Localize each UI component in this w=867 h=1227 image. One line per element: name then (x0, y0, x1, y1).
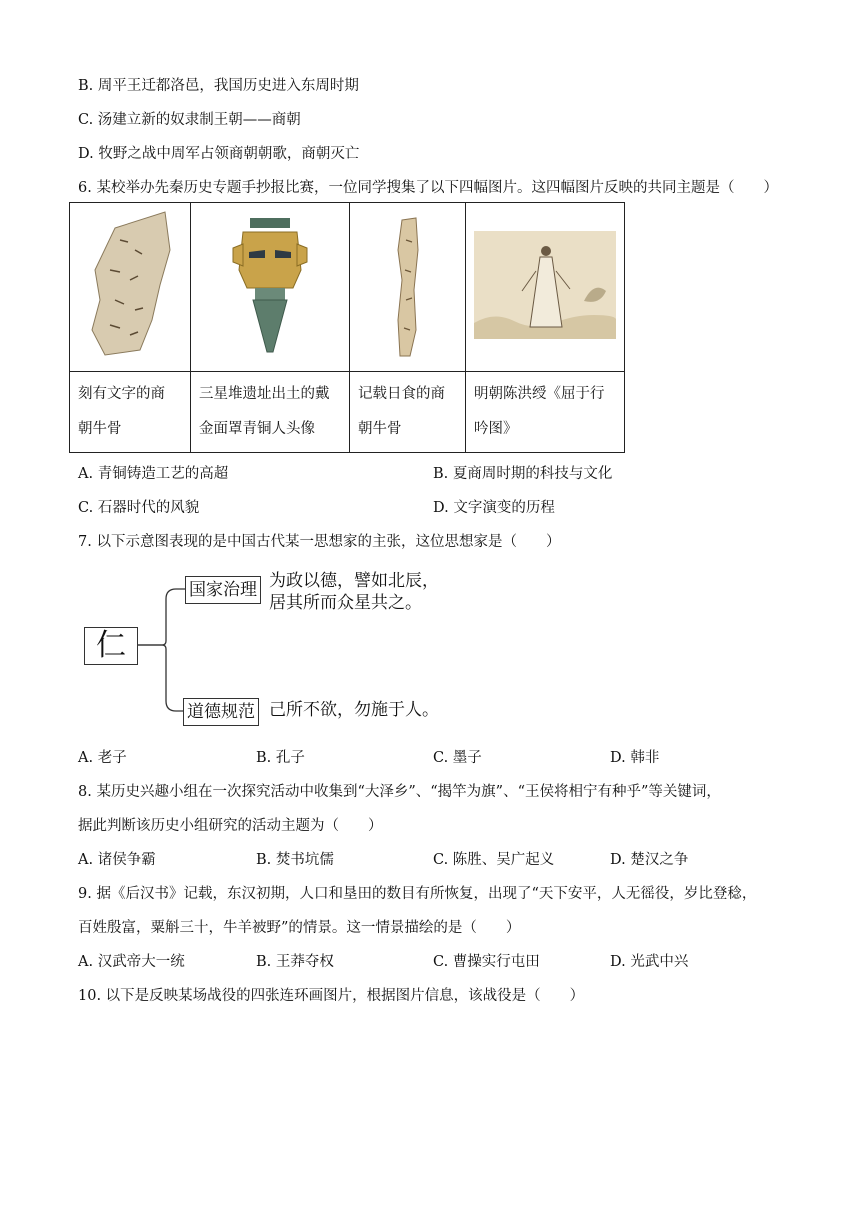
painting-icon (474, 231, 616, 339)
quote-governance-line2: 居其所而众星共之。 (269, 593, 422, 613)
q6-option-d: D. 文字演变的历程 (433, 500, 555, 516)
ren-center-box: 仁 (84, 627, 138, 665)
q6-stem: 6. 某校举办先秦历史专题手抄报比赛，一位同学搜集了以下四幅图片。这四幅图片反映的共同主题是（ ） (78, 180, 778, 196)
quote-governance-line1: 为政以德，譬如北辰， (269, 571, 439, 591)
q5-option-b: B. 周平王迁都洛邑，我国历史进入东周时期 (78, 78, 359, 94)
q8-stem-line1: 8. 某历史兴趣小组在一次探究活动中收集到“大泽乡”、“揭竿为旗”、“王侯将相宁有种乎”等关键词， (78, 784, 721, 800)
q9-stem-line2: 百姓殷富，粟斛三十，牛羊被野”的情景。这一情景描绘的是（ ） (78, 920, 521, 936)
painting-image (466, 203, 625, 372)
ren-diagram (70, 565, 490, 735)
oracle-bone-icon (80, 210, 180, 360)
q9-stem-line1: 9. 据《后汉书》记载，东汉初期，人口和垦田的数目有所恢复，出现了“天下安平，人无徭役，岁比登稔， (78, 886, 757, 902)
bronze-head-image (191, 203, 350, 372)
oracle-bone-image (70, 203, 191, 372)
caption-1: 刻有文字的商 朝牛骨 (70, 372, 191, 453)
q8-option-d: D. 楚汉之争 (610, 852, 689, 868)
quote-morality: 己所不欲，勿施于人。 (269, 700, 439, 720)
q10-stem: 10. 以下是反映某场战役的四张连环画图片，根据图片信息，该战役是（ ） (78, 988, 585, 1004)
q5-option-c: C. 汤建立新的奴隶制王朝——商朝 (78, 112, 301, 128)
q7-option-a: A. 老子 (78, 750, 127, 766)
q6-option-b: B. 夏商周时期的科技与文化 (433, 466, 613, 482)
caption-2: 三星堆遗址出土的戴 金面罩青铜人头像 (191, 372, 350, 453)
q7-option-b: B. 孔子 (256, 750, 305, 766)
q7-option-d: D. 韩非 (610, 750, 660, 766)
q9-option-d: D. 光武中兴 (610, 954, 689, 970)
q8-stem-line2: 据此判断该历史小组研究的活动主题为（ ） (78, 818, 383, 834)
q9-option-b: B. 王莽夺权 (256, 954, 334, 970)
eclipse-bone-image (350, 203, 466, 372)
branch-morality: 道德规范 (183, 698, 259, 726)
q6-option-c: C. 石器时代的风貌 (78, 500, 200, 516)
q7-stem: 7. 以下示意图表现的是中国古代某一思想家的主张，这位思想家是（ ） (78, 534, 561, 550)
q5-option-d: D. 牧野之战中周军占领商朝朝歌，商朝灭亡 (78, 146, 360, 162)
q8-option-a: A. 诸侯争霸 (78, 852, 156, 868)
q6-option-a: A. 青铜铸造工艺的高超 (78, 466, 229, 482)
caption-3: 记载日食的商 朝牛骨 (350, 372, 466, 453)
q9-option-a: A. 汉武帝大一统 (78, 954, 185, 970)
q8-option-b: B. 焚书坑儒 (256, 852, 334, 868)
bronze-head-icon (215, 210, 325, 360)
bone-icon (378, 210, 438, 360)
branch-governance: 国家治理 (185, 576, 261, 604)
q8-option-c: C. 陈胜、吴广起义 (433, 852, 555, 868)
q6-picture-table (69, 202, 625, 453)
caption-4: 明朝陈洪绶《屈于行 吟图》 (466, 372, 625, 453)
q7-option-c: C. 墨子 (433, 750, 482, 766)
q9-option-c: C. 曹操实行屯田 (433, 954, 540, 970)
